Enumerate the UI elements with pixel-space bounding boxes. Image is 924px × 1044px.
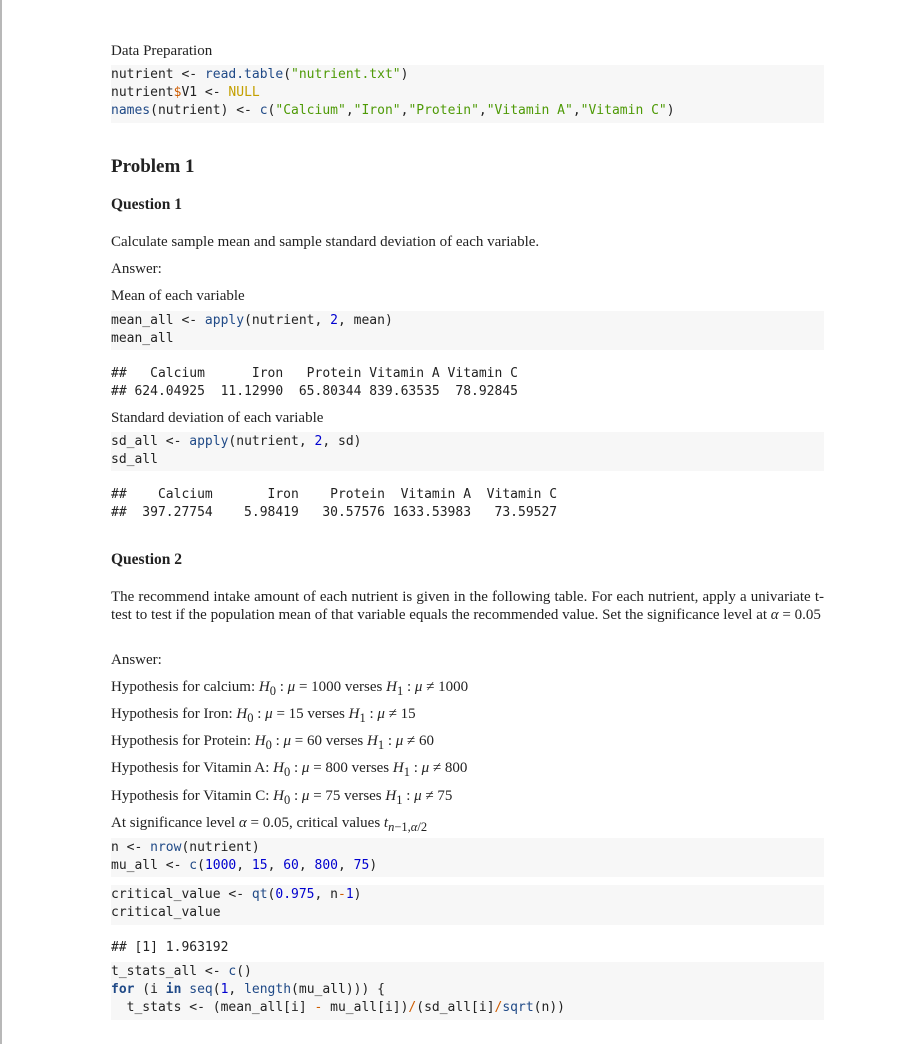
code-token: ) xyxy=(353,887,362,902)
code-token: ) xyxy=(666,103,675,118)
code-token: , mean) xyxy=(337,313,393,328)
data-prep-code-block xyxy=(111,65,824,123)
output-line: ## 397.27754 5.98419 30.57576 1633.53983 73.59527 xyxy=(111,505,558,520)
code-token: critical_value xyxy=(111,905,221,920)
code-token: 75 xyxy=(353,858,370,873)
question-2-answer-label: Answer: xyxy=(111,652,162,668)
code-line xyxy=(111,839,824,857)
mean-label: Mean of each variable xyxy=(111,288,245,304)
setup-code-block xyxy=(111,838,824,877)
code-token: for xyxy=(111,982,135,997)
code-token: seq xyxy=(189,982,213,997)
mean-code-block xyxy=(111,311,824,350)
code-token: 800 xyxy=(314,858,339,873)
problem-1-heading: Problem 1 xyxy=(111,156,195,177)
code-token: qt xyxy=(251,887,268,902)
code-token: (nutrient, xyxy=(228,434,315,449)
code-token: "Iron" xyxy=(353,103,401,118)
code-token: , xyxy=(572,103,581,118)
code-token: "Protein" xyxy=(408,103,479,118)
code-line xyxy=(111,886,824,904)
data-preparation-label: Data Preparation xyxy=(111,43,213,59)
code-token: NULL xyxy=(228,85,260,100)
hypothesis-calcium: Hypothesis for calcium: $H_0$ : μ = 1000 verses $H_1$ : μ ≠ 1000 xyxy=(111,679,469,698)
code-line xyxy=(111,433,824,451)
code-token: , xyxy=(338,858,354,873)
sd-label: Standard deviation of each variable xyxy=(111,410,324,426)
code-token: ( xyxy=(283,67,292,82)
code-token: (nutrient, xyxy=(244,313,331,328)
code-line xyxy=(111,981,824,999)
code-token: 15 xyxy=(251,858,268,873)
code-token: 1 xyxy=(345,887,354,902)
code-token: () xyxy=(236,964,252,979)
code-token: 2 xyxy=(330,313,338,328)
code-token: sd_all xyxy=(111,452,158,467)
question-1-answer-label: Answer: xyxy=(111,261,162,277)
code-token: in xyxy=(165,982,182,997)
code-token: / xyxy=(494,1000,503,1015)
code-line xyxy=(111,857,824,875)
question-1-prompt: Calculate sample mean and sample standard deviation of each variable. xyxy=(111,234,540,250)
code-token: 60 xyxy=(283,858,299,873)
code-token: V1 <- xyxy=(181,85,229,100)
question-2-heading: Question 2 xyxy=(111,551,183,568)
code-token: (i xyxy=(134,982,166,997)
code-token: $ xyxy=(173,85,182,100)
page-left-border xyxy=(0,0,2,1044)
code-token: c xyxy=(228,964,237,979)
code-token: ( xyxy=(267,103,276,118)
code-token: , xyxy=(267,858,284,873)
code-token: mu_all[i]) xyxy=(322,1000,409,1015)
code-token: mean_all <- xyxy=(111,313,205,328)
code-line xyxy=(111,330,824,348)
mean-output xyxy=(111,365,824,401)
code-token: ) xyxy=(369,858,378,873)
code-token: , xyxy=(228,982,245,997)
code-line xyxy=(111,904,824,922)
code-token: , n xyxy=(314,887,338,902)
output-line: ## Calcium Iron Protein Vitamin A Vitamin C xyxy=(111,366,518,381)
code-token: "Vitamin C" xyxy=(580,103,667,118)
code-token: nutrient <- xyxy=(111,67,205,82)
code-token: , sd) xyxy=(322,434,362,449)
code-token: "Calcium" xyxy=(275,103,346,118)
code-token: "Vitamin A" xyxy=(486,103,573,118)
code-line xyxy=(111,84,824,102)
code-token: apply xyxy=(189,434,229,449)
output-line: ## 624.04925 11.12990 65.80344 839.63535 78.92845 xyxy=(111,384,518,399)
code-token: , xyxy=(298,858,315,873)
hypothesis-iron: Hypothesis for Iron: $H_0$ : μ = 15 verses $H_1$ : μ ≠ 15 xyxy=(111,706,416,725)
code-token: (nutrient) <- xyxy=(150,103,260,118)
code-token: 1000 xyxy=(204,858,237,873)
code-line xyxy=(111,963,824,981)
code-token: length xyxy=(244,982,292,997)
code-token: , xyxy=(236,858,252,873)
code-token: names xyxy=(111,103,151,118)
question-2-prompt: The recommend intake amount of each nutrient is given in the following table. For each nutrient, apply a univariate t-test to test if the population mean of that variable equals the recommended value. Set the significance level at α = 0.05 xyxy=(111,589,824,623)
code-token: c xyxy=(189,858,198,873)
code-token: 0.975 xyxy=(275,887,315,902)
code-line xyxy=(111,999,824,1017)
code-line xyxy=(111,451,824,469)
question-1-heading: Question 1 xyxy=(111,196,183,213)
code-token: (nutrient) xyxy=(181,840,260,855)
code-token: - xyxy=(338,887,346,902)
hypothesis-vitamin-c: Hypothesis for Vitamin C: $H_0$ : μ = 75 verses $H_1$ : μ ≠ 75 xyxy=(111,788,453,807)
code-token: t_stats_all <- xyxy=(111,964,229,979)
code-token: - xyxy=(314,1000,323,1015)
code-line xyxy=(111,66,824,84)
t-stats-code-block xyxy=(111,962,824,1020)
sd-code-block xyxy=(111,432,824,471)
code-token: sqrt xyxy=(502,1000,534,1015)
code-token: (n)) xyxy=(533,1000,565,1015)
code-token: mean_all xyxy=(111,331,174,346)
critical-value-text: At significance level α = 0.05, critical values $t_{n-1,\alpha/2}$ xyxy=(111,815,428,834)
code-token: ( xyxy=(267,887,276,902)
code-token: mu_all <- xyxy=(111,858,190,873)
code-token: sd_all <- xyxy=(111,434,190,449)
hypothesis-protein: Hypothesis for Protein: $H_0$ : μ = 60 verses $H_1$ : μ ≠ 60 xyxy=(111,733,435,752)
output-line: ## [1] 1.963192 xyxy=(111,940,229,955)
code-token: , xyxy=(400,103,409,118)
code-token: , xyxy=(345,103,354,118)
code-token: ( xyxy=(212,982,221,997)
code-token: critical_value <- xyxy=(111,887,252,902)
code-token: (sd_all[i] xyxy=(416,1000,495,1015)
code-token: n <- xyxy=(111,840,151,855)
critical-value-output xyxy=(111,939,824,957)
sd-output xyxy=(111,486,824,522)
code-token: read.table xyxy=(204,67,284,82)
code-token: 2 xyxy=(314,434,323,449)
code-token: nrow xyxy=(150,840,182,855)
code-token: / xyxy=(408,1000,417,1015)
code-token: ) xyxy=(400,67,409,82)
code-token: c xyxy=(259,103,268,118)
code-token: 1 xyxy=(220,982,229,997)
hypothesis-vitamin-a: Hypothesis for Vitamin A: $H_0$ : μ = 800 verses $H_1$ : μ ≠ 800 xyxy=(111,760,468,779)
code-token: ( xyxy=(197,858,205,873)
code-token: nutrient xyxy=(111,85,174,100)
code-token: (mu_all))) { xyxy=(291,982,385,997)
code-token: "nutrient.txt" xyxy=(291,67,401,82)
code-line xyxy=(111,102,824,120)
code-token: t_stats <- (mean_all[i] xyxy=(111,1000,315,1015)
code-token: apply xyxy=(204,313,245,328)
critical-value-code-block xyxy=(111,885,824,925)
code-token: , xyxy=(478,103,487,118)
code-line xyxy=(111,312,824,330)
output-line: ## Calcium Iron Protein Vitamin A Vitamin C xyxy=(111,487,558,502)
